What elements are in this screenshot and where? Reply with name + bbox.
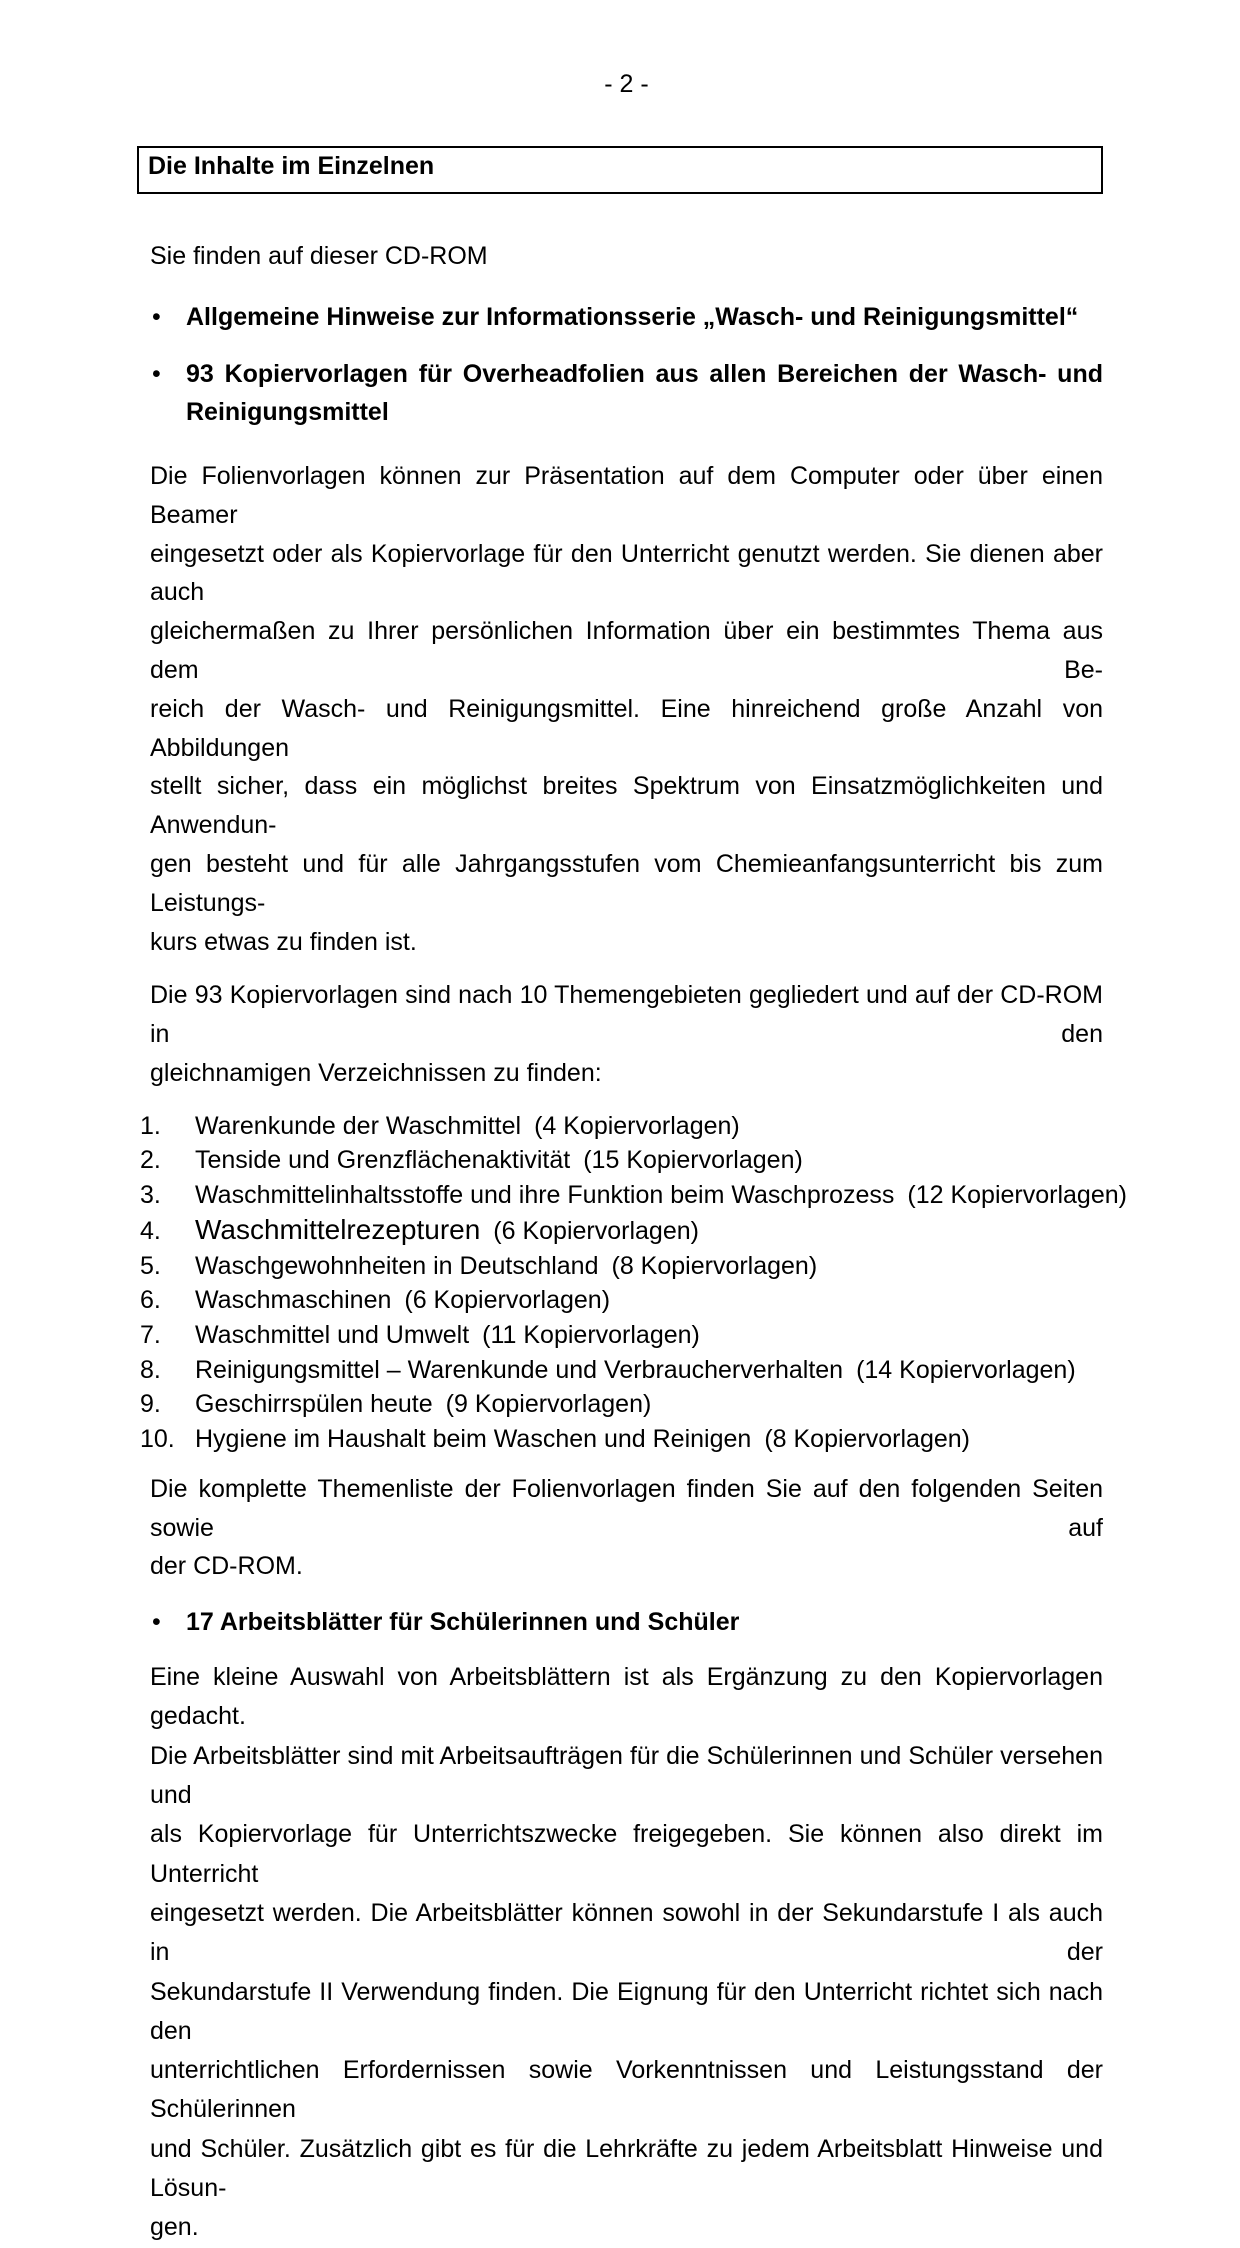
text-line: eingesetzt oder als Kopiervorlage für den Unterricht genutzt werden. Sie dienen aber auch [150, 539, 1103, 607]
intro-line: Sie finden auf dieser CD-ROM [150, 242, 488, 270]
document-page [0, 70, 1240, 2242]
text-line: der CD-ROM. [150, 1552, 303, 1581]
text-line: Die 93 Kopiervorlagen sind nach 10 Themengebieten gegliedert und auf der CD-ROM in den [150, 981, 1103, 1049]
list-item [140, 1143, 1103, 1178]
list-item [140, 1283, 1103, 1318]
bullet-item-arbeitsblaetter [150, 1609, 1103, 1635]
list-item-count: (6 Kopiervorlagen) [493, 1216, 699, 1245]
list-item [140, 1109, 1103, 1144]
text-line: 17 Arbeitsblätter für Schülerinnen und Schüler [186, 1608, 740, 1637]
paragraph-themenliste [150, 1470, 1103, 1586]
list-item [140, 1387, 1103, 1422]
list-item-number: 5. [140, 1251, 161, 1280]
list-item-count: (8 Kopiervorlagen) [764, 1425, 970, 1454]
text-line: Reinigungsmittel [186, 398, 389, 426]
list-item-count: (11 Kopiervorlagen) [482, 1320, 700, 1349]
list-item-title: Tenside und Grenzflächenaktivität [195, 1146, 571, 1175]
list-item-number: 8. [140, 1355, 161, 1384]
list-item-number: 9. [140, 1390, 161, 1419]
list-item-title: Geschirrspülen heute [195, 1390, 433, 1419]
list-item [140, 1249, 1103, 1284]
list-item-title: Waschmittelrezepturen [195, 1213, 481, 1245]
list-item-title: Warenkunde der Waschmittel [195, 1111, 522, 1140]
section-heading-box [137, 146, 1103, 194]
text-line: als Kopiervorlage für Unterrichtszwecke freigegeben. Sie können also direkt im Unterricht [150, 1820, 1103, 1888]
text-line: Die Folienvorlagen können zur Präsentation auf dem Computer oder über einen Beamer [150, 462, 1103, 529]
text-line: gen besteht und für alle Jahrgangsstufen vom Chemieanfangsunterricht bis zum Leistungs- [150, 849, 1103, 917]
list-item-title: Waschmittelinhaltsstoffe und ihre Funktion beim Waschprozess [195, 1181, 895, 1210]
list-item-title: Reinigungsmittel – Warenkunde und Verbraucherverhalten [195, 1355, 844, 1384]
bullet-text [186, 304, 1103, 330]
text-line: unterrichtlichen Erfordernissen sowie Vorkenntnissen und Leistungsstand der Schülerinnen [150, 2056, 1103, 2124]
list-item-count: (12 Kopiervorlagen) [907, 1181, 1127, 1210]
text-line: Die komplette Themenliste der Folienvorlagen finden Sie auf den folgenden Seiten sowie auf [150, 1474, 1103, 1542]
list-item-number: 4. [140, 1216, 161, 1245]
list-item-count: (9 Kopiervorlagen) [445, 1390, 652, 1419]
list-item-number: 3. [140, 1181, 161, 1210]
list-item-count: (6 Kopiervorlagen) [404, 1286, 611, 1315]
list-item [140, 1422, 1103, 1457]
list-item-count: (15 Kopiervorlagen) [583, 1146, 803, 1175]
text-line: 93 Kopiervorlagen für Overheadfolien aus allen Bereichen der Wasch- und [186, 360, 1103, 388]
text-line: Allgemeine Hinweise zur Informationsserie „Wasch- und Reinigungsmittel“ [186, 303, 1079, 331]
text-line: eingesetzt werden. Die Arbeitsblätter können sowohl in der Sekundarstufe I als auch in der [150, 1898, 1103, 1967]
text-line: Sekundarstufe II Verwendung finden. Die Eignung für den Unterricht richtet sich nach den [150, 1977, 1103, 2045]
paragraph-gliederung [150, 976, 1103, 1092]
list-item-title: Waschgewohnheiten in Deutschland [195, 1251, 599, 1280]
list-item [140, 1353, 1103, 1388]
topics-list [140, 1109, 1127, 1457]
list-item-number: 2. [140, 1146, 161, 1175]
bullet-item-hinweise [150, 304, 1103, 330]
text-line: reich der Wasch- und Reinigungsmittel. Eine hinreichend große Anzahl von Abbildungen [150, 694, 1103, 762]
list-item-count: (4 Kopiervorlagen) [534, 1111, 740, 1140]
bullet-item-kopiervorlagen [150, 355, 1103, 431]
bullet-icon: • [152, 303, 161, 331]
paragraph-arbeitsblaetter [150, 1658, 1103, 2247]
text-line: gen. [150, 2213, 199, 2242]
list-item-count: (8 Kopiervorlagen) [611, 1251, 818, 1280]
text-line: Eine kleine Auswahl von Arbeitsblättern ist als Ergänzung zu den Kopiervorlagen gedacht. [150, 1663, 1103, 1731]
list-item-number: 7. [140, 1320, 161, 1349]
bullet-text [186, 1609, 1103, 1635]
list-item-title: Waschmittel und Umwelt [195, 1320, 470, 1349]
bullet-text [186, 355, 1103, 431]
list-item-number: 6. [140, 1286, 161, 1315]
section-heading: Die Inhalte im Einzelnen [148, 152, 435, 180]
bullet-icon: • [152, 1608, 161, 1637]
list-item-title: Hygiene im Haushalt beim Waschen und Reinigen [195, 1425, 752, 1454]
text-line: stellt sicher, dass ein möglichst breites Spektrum von Einsatzmöglichkeiten und Anwendun- [150, 772, 1103, 840]
list-item-title: Waschmaschinen [195, 1286, 392, 1315]
list-item [140, 1178, 1127, 1213]
page-number: - 2 - [604, 70, 649, 98]
list-item-count: (14 Kopiervorlagen) [856, 1355, 1076, 1384]
text-line: Die Arbeitsblätter sind mit Arbeitsaufträgen für die Schülerinnen und Schüler versehen und [150, 1741, 1103, 1810]
list-item-number: 1. [140, 1111, 161, 1140]
text-line: kurs etwas zu finden ist. [150, 927, 417, 956]
text-line: und Schüler. Zusätzlich gibt es für die Lehrkräfte zu jedem Arbeitsblatt Hinweise und Lösun- [150, 2134, 1103, 2203]
text-line: gleichermaßen zu Ihrer persönlichen Information über ein bestimmtes Thema aus dem Be- [150, 617, 1103, 684]
list-item [140, 1318, 1103, 1353]
paragraph-folienvorlagen [150, 457, 1103, 961]
text-line: gleichnamigen Verzeichnissen zu finden: [150, 1058, 602, 1087]
list-item-number: 10. [140, 1425, 175, 1454]
list-item [140, 1213, 1103, 1249]
bullet-icon: • [152, 360, 161, 388]
